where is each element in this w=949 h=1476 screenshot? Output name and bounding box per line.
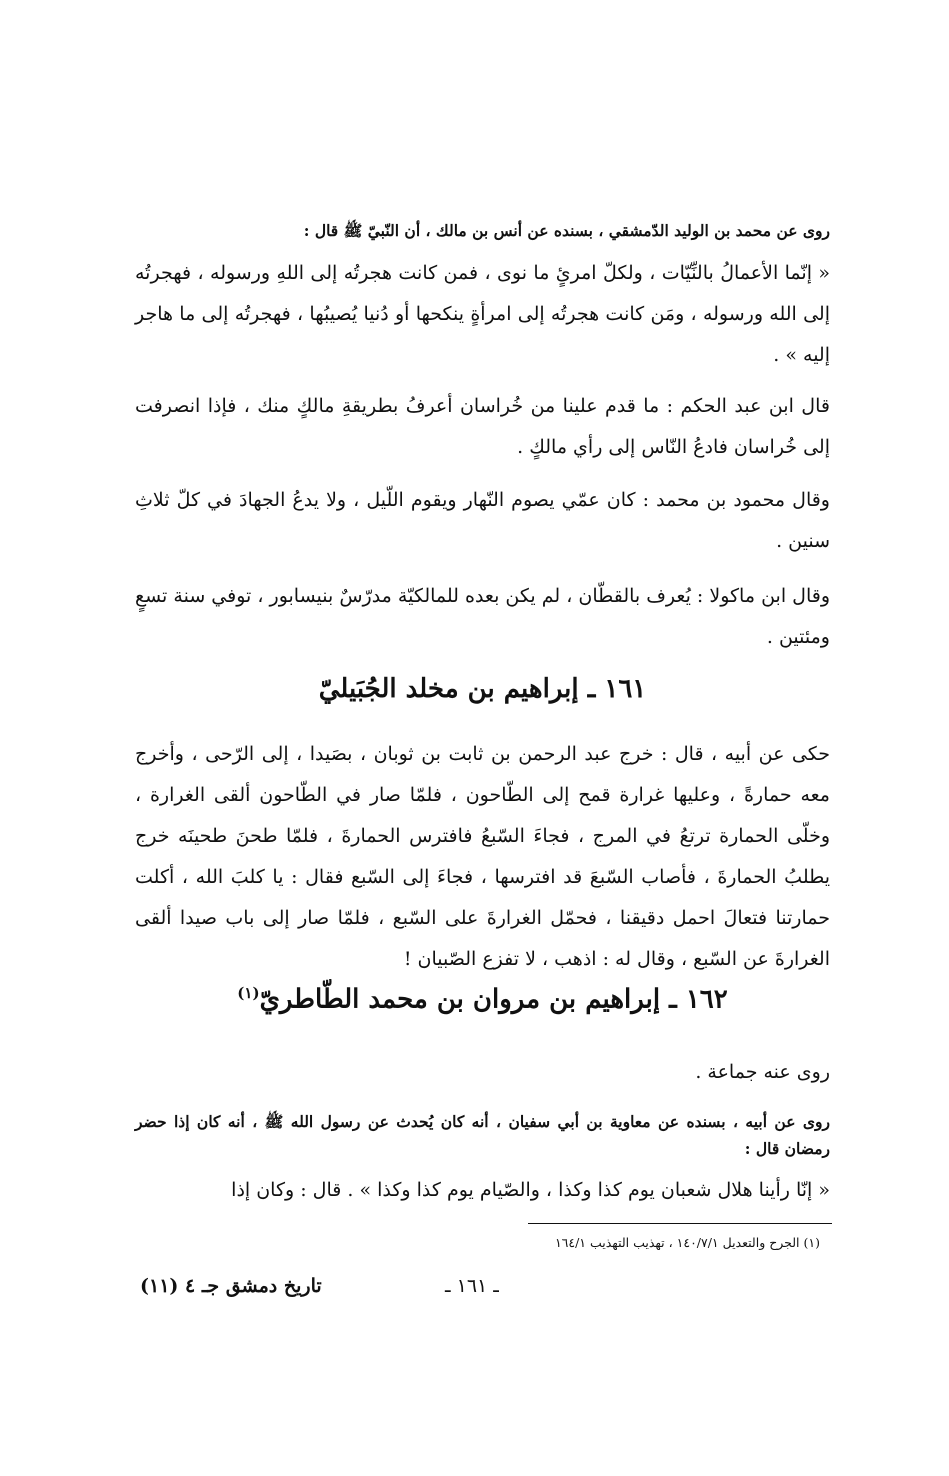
footnote-divider — [528, 1223, 832, 1224]
hadith-paragraph: « إنّما الأعمالُ بالنِّيّات ، ولكلّ امرئٍ ما نوى ، فمن كانت هجرتُه إلى اللهِ ورسوله ، فهجرتُه إلى الله ورسوله ، ومَن كانت هجرتُه إلى امرأةٍ ينكحها أو دُنيا يُصيبُها ، فهجرتُه إلى ما هاجر إليه » . — [135, 262, 830, 366]
heading-entry-162 — [135, 984, 830, 1015]
paragraph-story: حكى عن أبيه ، قال : خرج عبد الرحمن بن ثابت بن ثوبان ، بصَيدا ، إلى الرّحى ، وأخرج معه حمارةً ، وعليها غرارة قمح إلى الطّاحون ، فلمّا صار في الطّاحون ألقى الغرارة ، وخلّى الحمارة ترتعُ في المرج ، فجاءَ السّبعُ فافترس الحمارةَ ، فلمّا طحنَ طحينَه خرج يطلبُ الحمارةَ ، فأصاب السّبعَ قد افترسها ، فجاءَ إلى السّبع فقال : يا كلبَ الله ، أكلت حمارتنا فتعالَ احمل دقيقنا ، فحمّل الغرارةَ على السّبع ، فلمّا صار إلى باب صيدا ألقى الغرارةَ عن السّبع ، وقال له : اذهب ، لا تفزع الصّبيان ! — [135, 743, 830, 970]
paragraph-narrators: روى عنه جماعة . — [695, 1061, 830, 1083]
footnote-text: (١) الجرح والتعديل ١٤٠/٧/١ ، تهذيب التهذيب ١٦٤/١ — [554, 1235, 820, 1250]
footnote-marker: (١) — [237, 984, 260, 1002]
isnad-line: روى عن محمد بن الوليد الدّمشقي ، بسنده عن أنس بن مالك ، أن النّبيّ ﷺ قال : — [303, 221, 830, 240]
isnad-muawiya: روى عن أبيه ، بسنده عن معاوية بن أبي سفيان ، أنه كان يُحدث عن رسول الله ﷺ ، أنه كان إذا حضر رمضان قال : — [135, 1112, 830, 1158]
page-number: ـ ١٦١ ـ — [445, 1275, 499, 1297]
heading-entry-161: ١٦١ ـ إبراهيم بن مخلد الجُبَيليّ — [318, 674, 647, 704]
heading-entry-162-text: ١٦٢ ـ إبراهيم بن مروان بن محمد الطّاطريّ — [259, 984, 728, 1015]
hadith-ramadan: « إنّا رأينا هلال شعبان يوم كذا وكذا ، والصّيام يوم كذا وكذا » . قال : وكان إذا — [231, 1179, 830, 1201]
paragraph-ibn-abd-al-hakam: قال ابن عبد الحكم : ما قدم علينا من خُراسان أعرفُ بطريقةِ مالكٍ منك ، فإذا انصرفت إلى خُراسان فادعُ النّاس إلى رأي مالكٍ . — [135, 395, 830, 458]
footer-book-title: تاريخ دمشق جـ ٤ (١١) — [140, 1275, 322, 1297]
paragraph-ibn-makula: وقال ابن ماكولا : يُعرف بالقطّان ، لم يكن بعده للمالكيّة مدرّسٌ بنيسابور ، توفي سنة تسعٍ ومئتين . — [135, 585, 830, 648]
paragraph-mahmud: وقال محمود بن محمد : كان عمّي يصوم النّهار ويقوم اللّيل ، ولا يدعُ الجهادَ في كلّ ثلاثِ سنين . — [135, 489, 830, 552]
